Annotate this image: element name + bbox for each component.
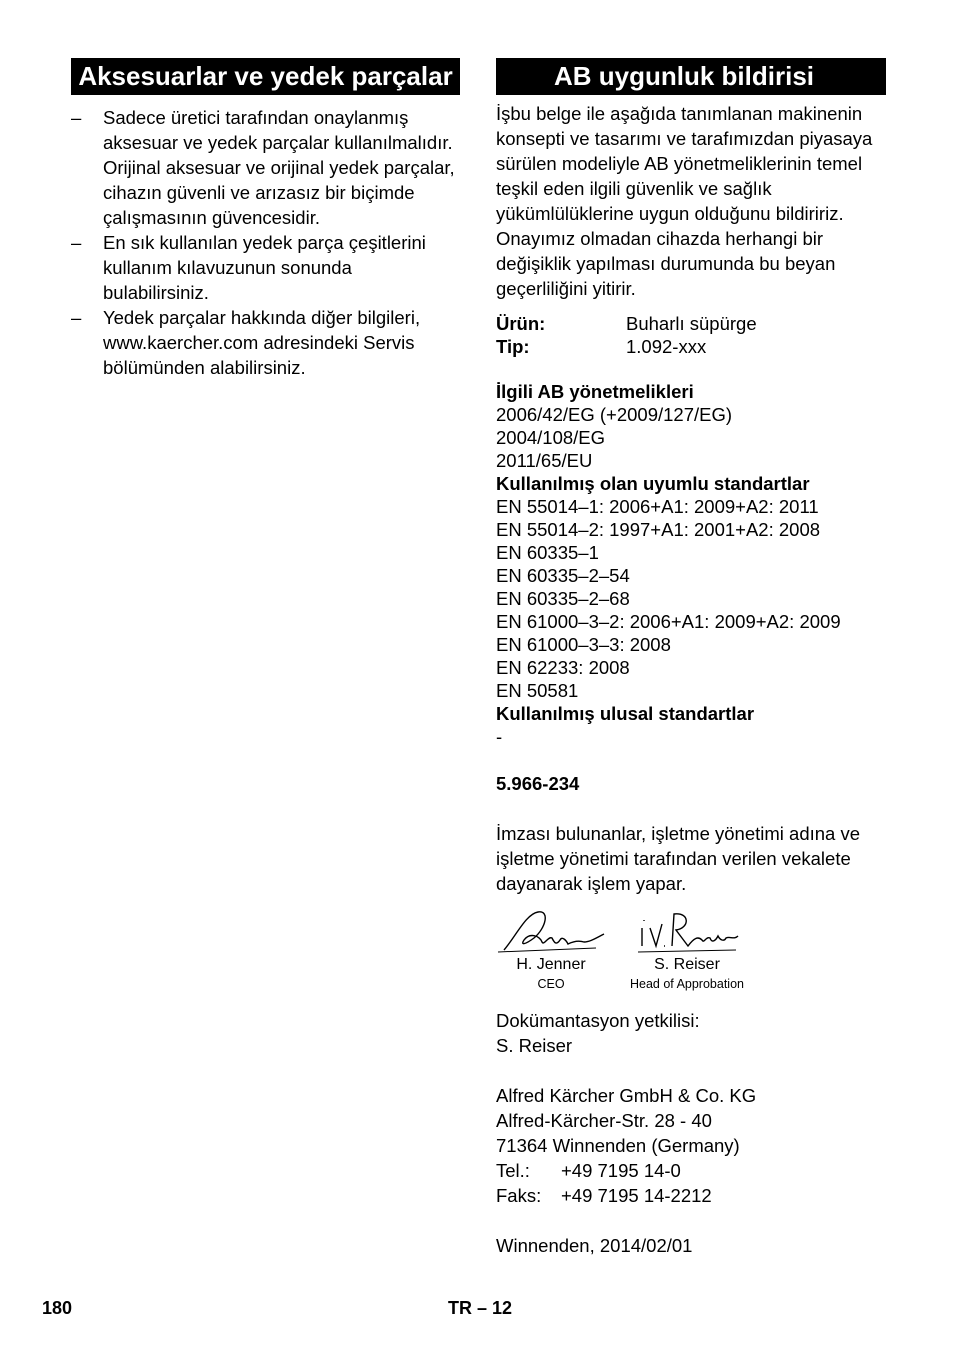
directive-line: 2004/108/EG [496, 427, 606, 448]
type-row [496, 335, 886, 358]
standards-block [496, 380, 886, 748]
doc-auth-name: S. Reiser [496, 1035, 573, 1056]
type-value: 1.092-xxx [626, 336, 707, 357]
list-item [71, 230, 460, 305]
signers-statement: İmzası bulunanlar, işletme yönetimi adına ve işletme yönetimi tarafından verilen vekalete dayanarak işlem yapar. [496, 823, 861, 894]
company-city: 71364 Winnenden (Germany) [496, 1135, 740, 1156]
list-item-text: En sık kullanılan yedek parça çeşitlerini kullanım kılavuzunun sonunda bulabilirsiniz. [103, 232, 426, 303]
signer-role: Head of Approbation [630, 977, 744, 991]
section-heading-declaration: AB uygunluk bildirisi [496, 58, 886, 95]
product-value: Buharlı süpürge [626, 313, 757, 334]
list-item-text: Yedek parçalar hakkında diğer bilgileri, www.kaercher.com adresindeki Servis bölümünden alabilirsiniz. [103, 307, 421, 378]
documentation-authority [496, 1008, 886, 1058]
directives-heading: İlgili AB yönetmelikleri [496, 381, 694, 402]
company-street: Alfred-Kärcher-Str. 28 - 40 [496, 1110, 712, 1131]
page-number: 180 [42, 1298, 73, 1318]
standard-line: EN 60335–1 [496, 542, 599, 563]
phone-value: +49 7195 14-0 [561, 1160, 681, 1181]
fax-value: +49 7195 14-2212 [561, 1185, 712, 1206]
dash-marker: – [71, 232, 82, 253]
directive-line: 2006/42/EG (+2009/127/EG) [496, 404, 733, 425]
standard-line: EN 61000–3–2: 2006+A1: 2009+A2: 2009 [496, 611, 841, 632]
declaration-intro: İşbu belge ile aşağıda tanımlanan makinenin konsepti ve tasarımı ve tarafımızdan piyasaya sürülen modeliyle AB yönetmeliklerinin temel teşkil eden ilgili güvenlik ve sağlık yükümlülüklerine uygun olduğunu bildiririz. Onayımız olmadan cihazda herhangi bir değişiklik yapılması durumunda bu beyan geçerliliğini yitirir. [496, 103, 873, 299]
directive-line: 2011/65/EU [496, 450, 593, 471]
phone-label: Tel.: [496, 1160, 530, 1181]
standard-line: EN 60335–2–68 [496, 588, 630, 609]
signer-name: S. Reiser [654, 956, 720, 973]
dash-marker: – [71, 307, 82, 328]
place-date: Winnenden, 2014/02/01 [496, 1235, 693, 1256]
signatures [496, 906, 886, 998]
standard-line: EN 61000–3–3: 2008 [496, 634, 671, 655]
standard-line: EN 62233: 2008 [496, 657, 630, 678]
standard-line: EN 55014–1: 2006+A1: 2009+A2: 2011 [496, 496, 819, 517]
section-heading-accessories: Aksesuarlar ve yedek parçalar [71, 58, 460, 95]
standard-line: EN 50581 [496, 680, 579, 701]
handwritten-signature-reiser [632, 906, 742, 956]
fax-label: Faks: [496, 1185, 542, 1206]
handwritten-signature-jenner [496, 906, 606, 956]
national-heading: Kullanılmış ulusal standartlar [496, 703, 755, 724]
signer-name: H. Jenner [516, 956, 586, 973]
standard-line: EN 55014–2: 1997+A1: 2001+A2: 2008 [496, 519, 821, 540]
list-item [71, 105, 460, 230]
fax-row [496, 1183, 886, 1208]
company-address [496, 1083, 886, 1208]
product-info [496, 312, 886, 358]
national-value: - [496, 726, 503, 747]
standard-line: EN 60335–2–54 [496, 565, 630, 586]
product-label: Ürün: [496, 313, 546, 334]
document-code: 5.966-234 [496, 773, 580, 794]
right-column [496, 58, 886, 1258]
signature-jenner [496, 906, 606, 992]
product-row [496, 312, 886, 335]
left-column [71, 58, 460, 380]
accessories-list [71, 105, 460, 380]
doc-auth-label: Dokümantasyon yetkilisi: [496, 1010, 700, 1031]
list-item-text: Sadece üretici tarafından onaylanmış aksesuar ve yedek parçalar kullanılmalıdır. Orijinal aksesuar ve orijinal yedek parçalar, cihazın güvenli ve arızasız bir biçimde çalışmasının güvencesidir. [103, 107, 455, 228]
phone-row [496, 1158, 886, 1183]
signature-reiser [622, 906, 752, 992]
signer-role: CEO [537, 977, 565, 991]
list-item [71, 305, 460, 380]
company-name: Alfred Kärcher GmbH & Co. KG [496, 1085, 757, 1106]
dash-marker: – [71, 107, 82, 128]
type-label: Tip: [496, 336, 530, 357]
standards-heading: Kullanılmış olan uyumlu standartlar [496, 473, 810, 494]
language-page-label: TR – 12 [448, 1298, 513, 1318]
